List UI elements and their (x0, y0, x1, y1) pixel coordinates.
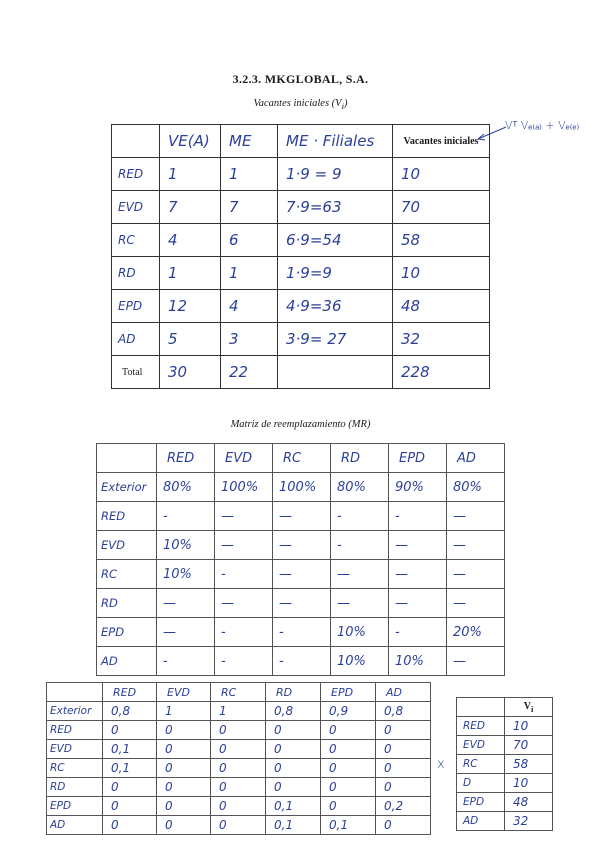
table-row (97, 589, 505, 618)
table-cell: — (331, 589, 389, 618)
table-cell: 10% (157, 560, 215, 589)
row-label: EPD (457, 793, 505, 812)
table-cell: 0 (211, 721, 266, 740)
table2-header: RD (331, 444, 389, 473)
table-cell: 10% (331, 647, 389, 676)
table1-header: Vacantes iniciales (393, 125, 490, 158)
table-cell: - (273, 647, 331, 676)
row-label: RED (47, 721, 103, 740)
table-cell: 1 (157, 702, 211, 721)
table-row (47, 740, 431, 759)
table-cell: 10 (505, 717, 553, 736)
table-cell: 0,8 (266, 702, 321, 721)
table-cell: 22 (221, 356, 278, 389)
table-cell: 7 (160, 191, 221, 224)
table-cell: - (389, 502, 447, 531)
table-cell: 4 (221, 290, 278, 323)
table4-header-sub: i (530, 704, 534, 714)
row-label: RC (47, 759, 103, 778)
row-label: Exterior (97, 473, 157, 502)
table-cell: - (215, 560, 273, 589)
table-cell: — (447, 560, 505, 589)
table2-header: EPD (389, 444, 447, 473)
table-cell: 0 (321, 797, 376, 816)
table-row (97, 473, 505, 502)
table-cell: — (215, 589, 273, 618)
table-cell: 58 (505, 755, 553, 774)
table2-header-row (97, 444, 505, 473)
table-cell: 7 (221, 191, 278, 224)
table1-caption-end: ) (344, 98, 348, 109)
table-cell: 0 (376, 759, 431, 778)
table-cell: 4·9=36 (278, 290, 393, 323)
page-heading: 3.2.3. MKGLOBAL, S.A. (232, 72, 369, 86)
table-cell: 0 (211, 797, 266, 816)
table-row-total (112, 356, 490, 389)
table3-header-row (47, 683, 431, 702)
row-label: D (457, 774, 505, 793)
table3-header: RD (266, 683, 321, 702)
table-cell: 0 (321, 778, 376, 797)
table-cell: 0,1 (266, 816, 321, 835)
table-cell: - (331, 531, 389, 560)
table-cell: 0,1 (103, 759, 157, 778)
table-cell: 32 (393, 323, 490, 356)
table-cell: 1 (160, 257, 221, 290)
table-cell: 0 (376, 778, 431, 797)
table1-caption (0, 98, 601, 111)
table-cell: - (157, 647, 215, 676)
table-cell: 0 (266, 740, 321, 759)
table-cell: 0 (103, 721, 157, 740)
row-label: RC (457, 755, 505, 774)
table-cell: 0 (266, 759, 321, 778)
row-label: EVD (457, 736, 505, 755)
table-row (97, 531, 505, 560)
row-label: Exterior (47, 702, 103, 721)
table-row (47, 797, 431, 816)
table-cell: 1 (221, 158, 278, 191)
table-cell: 3 (221, 323, 278, 356)
table-cell: - (331, 502, 389, 531)
table-cell: 0,1 (103, 740, 157, 759)
table-cell: 0,1 (266, 797, 321, 816)
table-row (47, 721, 431, 740)
table-cell: — (157, 589, 215, 618)
table-cell: 0 (157, 721, 211, 740)
table-cell: 90% (389, 473, 447, 502)
table-cell: 6 (221, 224, 278, 257)
table-cell: 1 (221, 257, 278, 290)
table-cell: — (215, 502, 273, 531)
table-cell: 70 (505, 736, 553, 755)
table-cell: — (447, 502, 505, 531)
row-label: RD (47, 778, 103, 797)
table2-header: RC (273, 444, 331, 473)
table-cell: 0 (266, 778, 321, 797)
table-row (112, 158, 490, 191)
table-cell: 32 (505, 812, 553, 831)
table-row (112, 191, 490, 224)
table-row (97, 618, 505, 647)
table-cell: 0 (157, 740, 211, 759)
table-cell: — (447, 531, 505, 560)
row-label: RED (457, 717, 505, 736)
table-cell: 100% (215, 473, 273, 502)
table4-corner (457, 698, 505, 717)
table-cell: - (157, 502, 215, 531)
table-cell: - (215, 618, 273, 647)
row-label: RED (112, 158, 160, 191)
table2-corner (97, 444, 157, 473)
multiply-operator: x (437, 757, 445, 772)
table-cell: 0,9 (321, 702, 376, 721)
coefficient-matrix-table (46, 682, 431, 835)
row-label: EPD (112, 290, 160, 323)
row-label: AD (112, 323, 160, 356)
table-cell: 6·9=54 (278, 224, 393, 257)
table-cell: — (157, 618, 215, 647)
table3-header: AD (376, 683, 431, 702)
table-cell: 1 (160, 158, 221, 191)
table2-header: RED (157, 444, 215, 473)
table-cell: 0 (321, 721, 376, 740)
table-cell: 0,1 (321, 816, 376, 835)
table-cell: — (273, 560, 331, 589)
row-label: Total (112, 356, 160, 389)
table-cell (278, 356, 393, 389)
table-cell: — (389, 531, 447, 560)
table-cell: 10 (393, 257, 490, 290)
table3-header: EVD (157, 683, 211, 702)
table-cell: 10% (157, 531, 215, 560)
table-row (97, 502, 505, 531)
row-label: AD (97, 647, 157, 676)
row-label: EVD (97, 531, 157, 560)
table-cell: 0,8 (376, 702, 431, 721)
table-cell: — (447, 647, 505, 676)
table2-header: EVD (215, 444, 273, 473)
row-label: RC (112, 224, 160, 257)
table-row (457, 774, 553, 793)
table-cell: 0 (321, 759, 376, 778)
table-cell: 5 (160, 323, 221, 356)
table1-corner (112, 125, 160, 158)
table2-caption: Matriz de reemplazamiento (MR) (230, 419, 371, 430)
table-row (457, 793, 553, 812)
table-row (112, 257, 490, 290)
table1-header: ME · Filiales (278, 125, 393, 158)
table1-header: ME (221, 125, 278, 158)
table-cell: 0,2 (376, 797, 431, 816)
table-cell: 0 (157, 816, 211, 835)
table-row (97, 647, 505, 676)
row-label: EPD (97, 618, 157, 647)
table-cell: 0 (103, 778, 157, 797)
table-row (47, 778, 431, 797)
table-cell: 0 (211, 816, 266, 835)
table1-header-row (112, 125, 490, 158)
table-cell: 0 (157, 778, 211, 797)
table-cell: — (389, 589, 447, 618)
table-row (457, 736, 553, 755)
table-cell: 0 (157, 797, 211, 816)
table-cell: 3·9= 27 (278, 323, 393, 356)
row-label: AD (47, 816, 103, 835)
table-cell: 0 (103, 816, 157, 835)
table-cell: 0 (266, 721, 321, 740)
table-cell: 0 (103, 797, 157, 816)
table3-corner (47, 683, 103, 702)
table-cell: - (389, 618, 447, 647)
replacement-matrix-table (96, 443, 505, 676)
table-cell: 80% (331, 473, 389, 502)
row-label: EVD (47, 740, 103, 759)
table4-header-text: V (523, 700, 531, 712)
table-cell: 70 (393, 191, 490, 224)
table-cell: 0 (157, 759, 211, 778)
table4-header (505, 698, 553, 717)
table-cell: 7·9=63 (278, 191, 393, 224)
table3-header: EPD (321, 683, 376, 702)
row-label: RD (112, 257, 160, 290)
table-cell: — (331, 560, 389, 589)
table-cell: - (273, 618, 331, 647)
vt-formula-note: Vᵀ Vₑ₍ₐ₎ + Vₑ₍ₑ₎ (505, 119, 580, 132)
table-cell: 0 (211, 759, 266, 778)
table3-header: RC (211, 683, 266, 702)
table-cell: 48 (505, 793, 553, 812)
table1-caption-sub: i (341, 101, 344, 112)
table-cell: 100% (273, 473, 331, 502)
table-cell: 10 (505, 774, 553, 793)
table-row (47, 816, 431, 835)
table-cell: 0 (376, 816, 431, 835)
table-cell: - (215, 647, 273, 676)
initial-vacancies-table (111, 124, 490, 389)
table2-header: AD (447, 444, 505, 473)
table-cell: 0 (211, 778, 266, 797)
table-cell: 228 (393, 356, 490, 389)
table-row (112, 224, 490, 257)
table-cell: 12 (160, 290, 221, 323)
table-cell: 0 (211, 740, 266, 759)
table-cell: — (273, 589, 331, 618)
row-label: RD (97, 589, 157, 618)
table-cell: 48 (393, 290, 490, 323)
table-cell: 10 (393, 158, 490, 191)
table-cell: 0 (376, 740, 431, 759)
table-row (47, 759, 431, 778)
table-row (97, 560, 505, 589)
table-cell: 10% (389, 647, 447, 676)
table-row (457, 717, 553, 736)
table-row (112, 323, 490, 356)
table3-header: RED (103, 683, 157, 702)
table-row (112, 290, 490, 323)
table-cell: 80% (157, 473, 215, 502)
table-cell: 4 (160, 224, 221, 257)
table-cell: 10% (331, 618, 389, 647)
table-cell: — (273, 531, 331, 560)
table1-caption-text: Vacantes iniciales (V (253, 98, 342, 109)
vacancy-vector-table (456, 697, 553, 831)
row-label: RC (97, 560, 157, 589)
table-cell: 0,8 (103, 702, 157, 721)
table-cell: — (447, 589, 505, 618)
table-row (457, 755, 553, 774)
table-cell: 58 (393, 224, 490, 257)
table-cell: 1·9 = 9 (278, 158, 393, 191)
table-cell: 30 (160, 356, 221, 389)
table-cell: 0 (376, 721, 431, 740)
table4-header-row (457, 698, 553, 717)
table-cell: — (215, 531, 273, 560)
table-cell: 1·9=9 (278, 257, 393, 290)
table-cell: — (389, 560, 447, 589)
table-cell: 80% (447, 473, 505, 502)
table-cell: 0 (321, 740, 376, 759)
table-cell: 20% (447, 618, 505, 647)
row-label: RED (97, 502, 157, 531)
row-label: EVD (112, 191, 160, 224)
table-row (47, 702, 431, 721)
table-cell: — (273, 502, 331, 531)
table-cell: 1 (211, 702, 266, 721)
row-label: AD (457, 812, 505, 831)
table-row (457, 812, 553, 831)
row-label: EPD (47, 797, 103, 816)
table1-header: VE(A) (160, 125, 221, 158)
